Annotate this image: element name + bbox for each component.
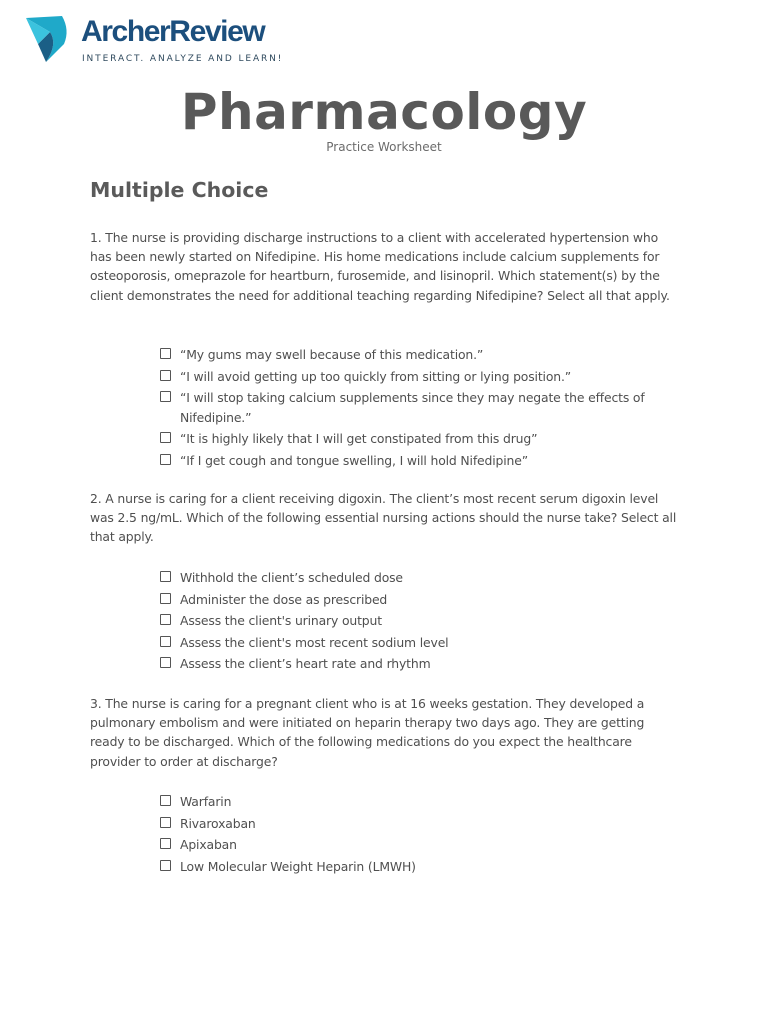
brand-tagline: INTERACT. ANALYZE AND LEARN! bbox=[82, 54, 284, 64]
checkbox[interactable] bbox=[160, 593, 171, 604]
question-3-stem: 3. The nurse is caring for a pregnant client who is at 16 weeks gestation. They developed a pulmonary embolism and were initiated on heparin therapy two days ago. They are getting ready to be discharged. Which of the following medications do you expect the healthcare provider to order at discharge? bbox=[90, 696, 645, 769]
option-label: “If I get cough and tongue swelling, I will hold Nifedipine” bbox=[180, 452, 528, 468]
question-1-option-4[interactable] bbox=[160, 429, 680, 449]
option-label: “My gums may swell because of this medication.” bbox=[180, 347, 484, 362]
option-label: Administer the dose as prescribed bbox=[180, 591, 388, 607]
option-label: Warfarin bbox=[180, 794, 232, 809]
checkbox[interactable] bbox=[160, 636, 171, 647]
question-1-option-1[interactable] bbox=[160, 345, 680, 365]
question-3-options bbox=[160, 792, 680, 878]
question-2-option-2[interactable] bbox=[160, 590, 680, 610]
question-2-option-5[interactable] bbox=[160, 654, 680, 674]
checkbox[interactable] bbox=[160, 838, 171, 849]
brand-name: ArcherReview bbox=[81, 15, 265, 48]
option-label: Low Molecular Weight Heparin (LMWH) bbox=[180, 858, 416, 874]
question-2-option-4[interactable] bbox=[160, 633, 680, 653]
checkbox[interactable] bbox=[160, 370, 171, 381]
checkbox[interactable] bbox=[160, 860, 171, 871]
option-label: “It is highly likely that I will get constipated from this drug” bbox=[180, 431, 538, 446]
option-label: Apixaban bbox=[180, 837, 237, 852]
option-label: Withhold the client’s scheduled dose bbox=[180, 570, 403, 585]
question-2-options bbox=[160, 568, 680, 676]
checkbox[interactable] bbox=[160, 657, 171, 668]
question-1-option-5[interactable] bbox=[160, 451, 680, 471]
option-label: “I will avoid getting up too quickly from sitting or lying position.” bbox=[180, 368, 572, 384]
question-1-option-2[interactable] bbox=[160, 367, 680, 387]
option-label: Assess the client's urinary output bbox=[180, 613, 382, 628]
question-3-option-4[interactable] bbox=[160, 857, 680, 877]
checkbox[interactable] bbox=[160, 571, 171, 582]
checkbox[interactable] bbox=[160, 391, 171, 402]
question-1-stem: 1. The nurse is providing discharge instructions to a client with accelerated hypertension who has been newly started on Nifedipine. His home medications include calcium supplements for osteoporosis, omeprazole for heartburn, furosemide, and lisinopril. Which statement(s) by the client demonstrates the need for additional teaching regarding Nifedipine? Select all that apply. bbox=[90, 230, 670, 303]
checkbox[interactable] bbox=[160, 614, 171, 625]
option-label: Rivaroxaban bbox=[180, 815, 256, 831]
option-label: Assess the client’s heart rate and rhythm bbox=[180, 656, 431, 671]
question-3-option-3[interactable] bbox=[160, 835, 680, 855]
question-3-option-2[interactable] bbox=[160, 814, 680, 834]
question-1-options bbox=[160, 345, 680, 472]
section-title: Multiple Choice bbox=[90, 178, 269, 202]
page-title: Pharmacology bbox=[180, 83, 588, 141]
question-2-option-3[interactable] bbox=[160, 611, 680, 631]
checkbox[interactable] bbox=[160, 432, 171, 443]
question-1-option-3[interactable] bbox=[160, 388, 680, 427]
question-2-stem: 2. A nurse is caring for a client receiving digoxin. The client’s most recent serum digoxin level was 2.5 ng/mL. Which of the following essential nursing actions should the nurse take? Select all that apply. bbox=[90, 491, 677, 545]
archer-logo-icon bbox=[24, 14, 74, 64]
checkbox[interactable] bbox=[160, 795, 171, 806]
question-2-option-1[interactable] bbox=[160, 568, 680, 588]
checkbox[interactable] bbox=[160, 348, 171, 359]
checkbox[interactable] bbox=[160, 454, 171, 465]
page-subtitle: Practice Worksheet bbox=[326, 140, 442, 154]
option-label: Assess the client's most recent sodium level bbox=[180, 634, 449, 650]
option-label: “I will stop taking calcium supplements since they may negate the effects of Nifedipine.” bbox=[180, 390, 645, 425]
question-3-option-1[interactable] bbox=[160, 792, 680, 812]
checkbox[interactable] bbox=[160, 817, 171, 828]
